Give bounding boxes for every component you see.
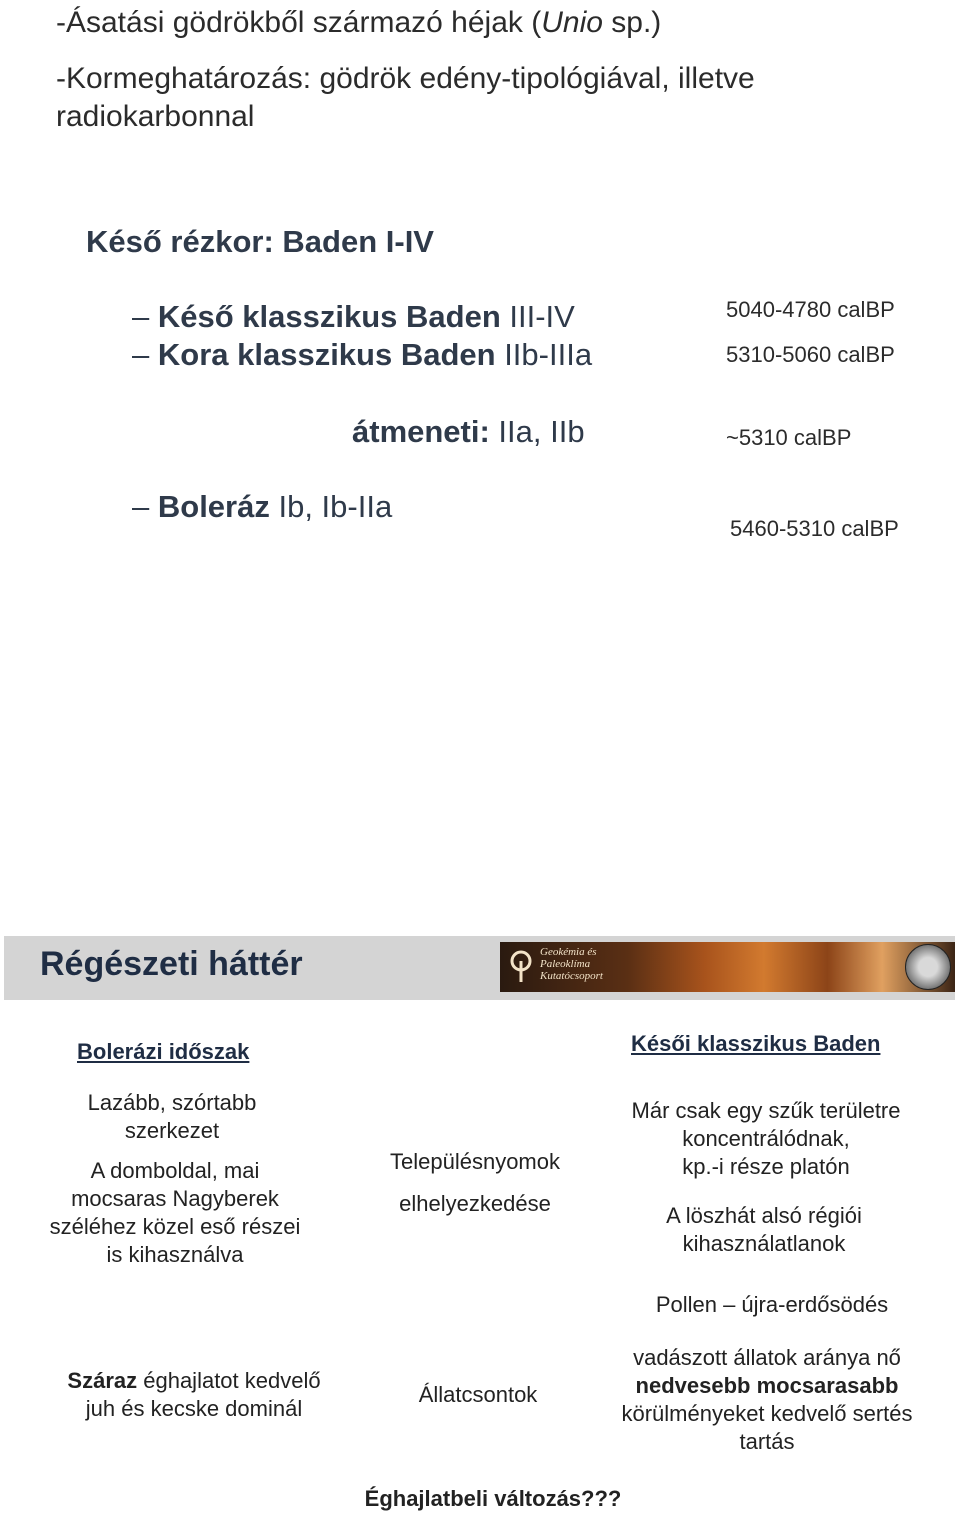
phase-code: III-IV <box>500 299 575 334</box>
boleraz-period-heading: Bolerázi időszak <box>77 1039 250 1064</box>
late-classic-baden <box>132 299 575 335</box>
text-line: Lazább, szórtabb <box>87 1090 257 1115</box>
phase-code: IIa, IIb <box>489 414 585 449</box>
logo-line-2: Paleoklíma <box>540 958 591 970</box>
intro-line-3: radiokarbonnal <box>56 100 255 133</box>
late-classic-date: 5040-4780 calBP <box>726 297 895 322</box>
late-baden-heading: Késői klasszikus Baden <box>631 1031 881 1056</box>
settlement-traces <box>390 1141 560 1225</box>
phase-name: Boleráz <box>157 489 270 524</box>
intro-line-1-italic: Unio <box>541 6 603 39</box>
logo-line-3: Kutatócsoport <box>540 970 603 982</box>
text-line: juh és kecske dominál <box>85 1396 303 1421</box>
text-line: Településnyomok <box>390 1149 560 1174</box>
text-line: elhelyezkedése <box>399 1191 551 1216</box>
dash-marker: – <box>132 489 150 524</box>
banner-title: Régészeti háttér <box>40 945 303 983</box>
text-rest: éghajlatot kedvelő <box>137 1368 321 1393</box>
text-line: is kihasználva <box>106 1242 244 1267</box>
animal-bones: Állatcsontok <box>418 1382 538 1407</box>
boleraz-structure <box>88 1089 257 1145</box>
dash-marker: – <box>132 337 150 372</box>
late-copper-heading: Késő rézkor: Baden I-IV <box>86 224 434 259</box>
text-line: koncentrálódnak, <box>682 1126 850 1151</box>
intro-line-1-end: sp.) <box>602 6 662 39</box>
dry-climate-animals <box>67 1367 320 1423</box>
text-line: széléhez közel eső részei <box>49 1214 301 1239</box>
wet-climate-animals <box>621 1344 912 1456</box>
phase-code: Ib, Ib-IIa <box>269 489 393 524</box>
research-group-logo <box>500 942 955 992</box>
text-line: mocsaras Nagyberek <box>71 1186 279 1211</box>
text-line: tartás <box>739 1429 795 1454</box>
boleraz-phase <box>132 489 392 525</box>
text-line: kp.-i része platón <box>682 1154 850 1179</box>
text-line: körülményeket kedvelő sertés <box>621 1401 913 1426</box>
text-line: vadászott állatok aránya nő <box>633 1345 901 1370</box>
intro-line-2: -Kormeghatározás: gödrök edény-tipológiával, illetve <box>56 62 755 95</box>
text-line: Már csak egy szűk területre <box>631 1098 901 1123</box>
text-line: kihasználatlanok <box>682 1231 846 1256</box>
emphasis: Száraz <box>67 1368 138 1393</box>
phase-name: Kora klasszikus Baden <box>157 337 496 372</box>
pollen-note: Pollen – újra-erdősödés <box>655 1292 889 1317</box>
text-line: A domboldal, mai <box>90 1158 260 1183</box>
text-line: szerkezet <box>124 1118 220 1143</box>
transitional-date: ~5310 calBP <box>726 425 852 450</box>
phase-name: Késő klasszikus Baden <box>157 299 501 334</box>
intro-line-1 <box>56 6 661 40</box>
logo-text <box>540 946 603 982</box>
university-seal-icon <box>905 944 951 990</box>
text-line <box>621 1372 912 1400</box>
text-line <box>67 1367 320 1395</box>
phase-name: átmeneti: <box>352 414 490 449</box>
early-classic-baden <box>132 337 592 373</box>
text-line: A löszhát alsó régiói <box>666 1203 862 1228</box>
late-baden-loess <box>666 1202 862 1258</box>
dash-marker: – <box>132 299 150 334</box>
boleraz-date: 5460-5310 calBP <box>730 516 899 541</box>
early-classic-date: 5310-5060 calBP <box>726 342 895 367</box>
late-baden-settlement <box>632 1097 901 1181</box>
climate-change-question: Éghajlatbeli változás??? <box>364 1486 622 1511</box>
logo-line-1: Geokémia és <box>540 946 597 958</box>
boleraz-location <box>50 1157 301 1269</box>
emphasis: nedvesebb mocsarasabb <box>635 1373 899 1398</box>
transitional-phase <box>352 414 585 450</box>
intro-line-1-text: -Ásatási gödrökből származó héjak ( <box>56 6 542 39</box>
phase-code: IIb-IIIa <box>495 337 593 372</box>
logo-mark-icon <box>508 950 534 984</box>
